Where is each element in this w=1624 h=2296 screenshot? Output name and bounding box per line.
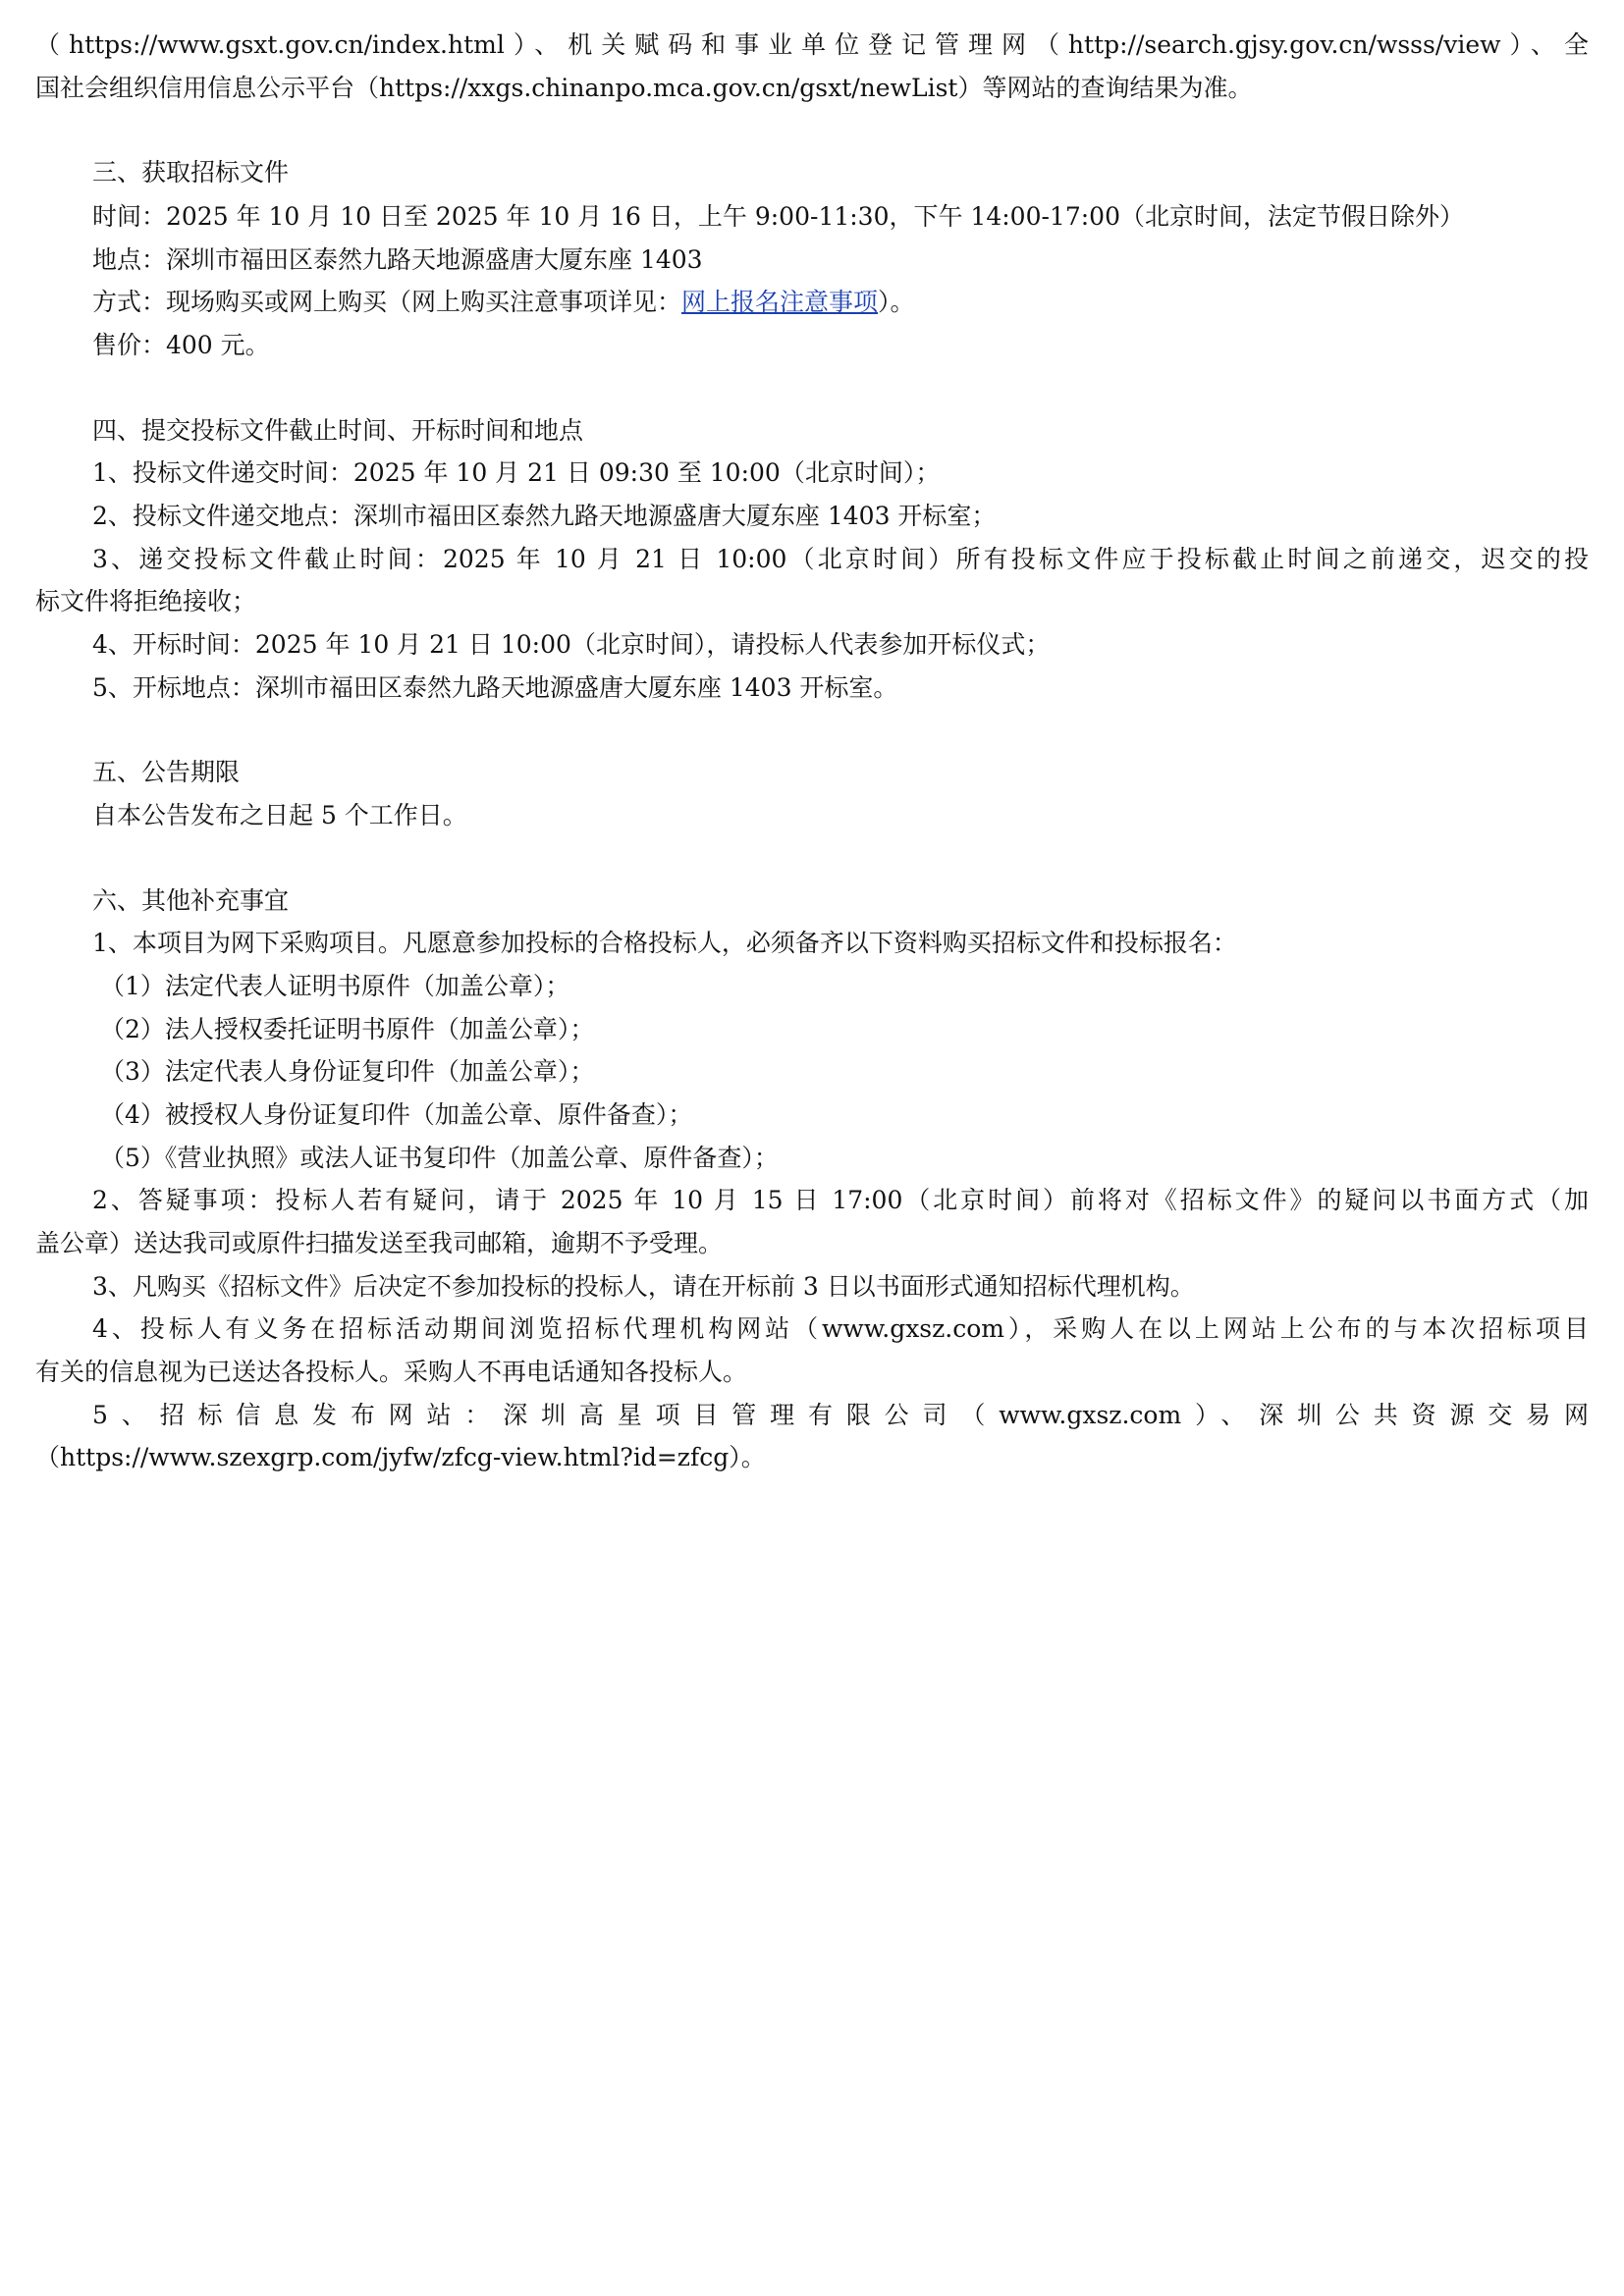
paragraph-line: 2、投标文件递交地点：深圳市福田区泰然九路天地源盛唐大厦东座 1403 开标室； — [92, 502, 997, 530]
list-item: （3）法定代表人身份证复印件（加盖公章）； — [100, 1057, 595, 1086]
list-item: （4）被授权人身份证复印件（加盖公章、原件备查）； — [100, 1100, 693, 1129]
paragraph-line: 2、答疑事项：投标人若有疑问，请于 2025 年 10 月 15 日 17:00（北京时间）前将对《招标文件》的疑问以书面方式（加 — [92, 1186, 1589, 1214]
list-item: （1）法定代表人证明书原件（加盖公章）； — [100, 972, 570, 1000]
paragraph-line: 自本公告发布之日起 5 个工作日。 — [92, 801, 467, 829]
paragraph-line: （https://www.szexgrp.com/jyfw/zfcg-view.html?id=zfcg）。 — [35, 1443, 766, 1471]
list-item: （2）法人授权委托证明书原件（加盖公章）； — [100, 1015, 595, 1043]
paragraph-line: 国社会组织信用信息公示平台（https://xxgs.chinanpo.mca.gov.cn/gsxt/newList）等网站的查询结果为准。 — [35, 74, 1253, 102]
paragraph-line: 有关的信息视为已送达各投标人。采购人不再电话通知各投标人。 — [35, 1358, 748, 1386]
method-text-end: ）。 — [878, 288, 915, 316]
paragraph-line: 3、凡购买《招标文件》后决定不参加投标的投标人，请在开标前 3 日以书面形式通知招标代理机构。 — [92, 1272, 1195, 1301]
paragraph-line: 4、投标人有义务在招标活动期间浏览招标代理机构网站（www.gxsz.com），采购人在以上网站上公布的与本次招标项目 — [92, 1314, 1589, 1343]
method-text: 方式：现场购买或网上购买（网上购买注意事项详见： — [92, 288, 682, 316]
section-heading: 三、获取招标文件 — [92, 158, 290, 187]
paragraph-line: 盖公章）送达我司或原件扫描发送至我司邮箱，逾期不予受理。 — [35, 1229, 724, 1257]
paragraph-line: 1、本项目为网下采购项目。凡愿意参加投标的合格投标人，必须备齐以下资料购买招标文件和投标报名： — [92, 929, 1237, 957]
paragraph-line: 1、投标文件递交时间：2025 年 10 月 21 日 09:30 至 10:00（北京时间）； — [92, 458, 941, 487]
paragraph-line — [92, 287, 915, 318]
paragraph-line: 地点：深圳市福田区泰然九路天地源盛唐大厦东座 1403 — [92, 245, 703, 274]
paragraph-line: 4、开标时间：2025 年 10 月 21 日 10:00（北京时间），请投标人代表参加开标仪式； — [92, 630, 1051, 659]
list-item: （5）《营业执照》或法人证书复印件（加盖公章、原件备查）； — [100, 1144, 779, 1172]
paragraph-line: 标文件将拒绝接收； — [35, 587, 257, 615]
paragraph-line: 时间：2025 年 10 月 10 日至 2025 年 10 月 16 日，上午 9:00-11:30，下午 14:00-17:00（北京时间，法定节假日除外） — [92, 202, 1464, 231]
paragraph-line: 3、递交投标文件截止时间：2025 年 10 月 21 日 10:00（北京时间）所有投标文件应于投标截止时间之前递交，迟交的投 — [92, 545, 1589, 573]
section-heading: 四、提交投标文件截止时间、开标时间和地点 — [92, 416, 584, 445]
paragraph-line: （https://www.gsxt.gov.cn/index.html）、机关赋码和事业单位登记管理网（http://search.gjsy.gov.cn/wsss/view）、全 — [35, 30, 1589, 59]
paragraph-line: 5、招标信息发布网站：深圳高星项目管理有限公司（www.gxsz.com）、深圳公共资源交易网 — [92, 1401, 1589, 1429]
section-heading: 六、其他补充事宜 — [92, 886, 290, 915]
paragraph-line: 5、开标地点：深圳市福田区泰然九路天地源盛唐大厦东座 1403 开标室。 — [92, 673, 898, 702]
paragraph-line: 售价：400 元。 — [92, 331, 270, 359]
section-heading: 五、公告期限 — [92, 758, 241, 786]
online-registration-notes-link[interactable]: 网上报名注意事项 — [681, 288, 879, 316]
